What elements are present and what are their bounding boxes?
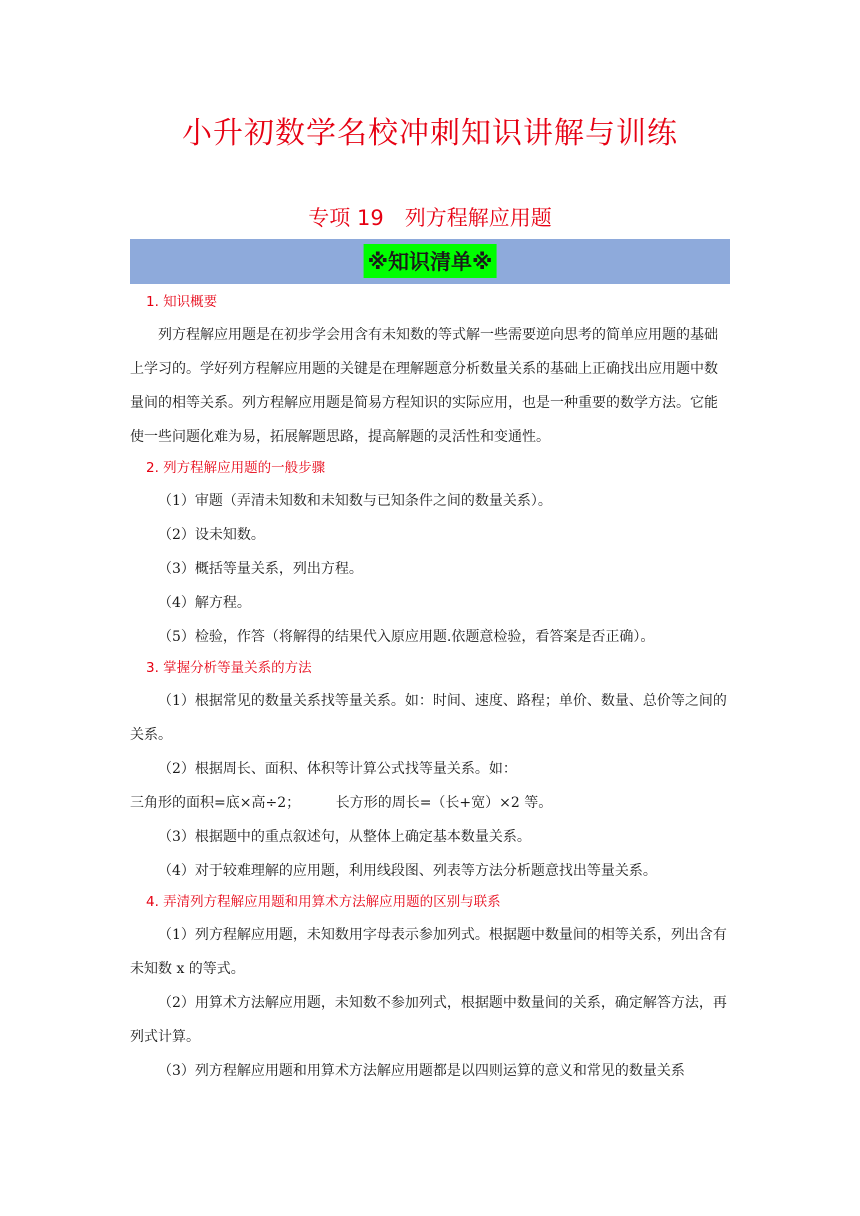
list-item: （1）根据常见的数量关系找等量关系。如：时间、速度、路程；单价、数量、总价等之间的关系。: [130, 693, 727, 743]
list-item: （4）对于较难理解的应用题，利用线段图、列表等方法分析题意找出等量关系。: [158, 863, 657, 879]
formula-line: 三角形的面积=底×高÷2； 长方形的周长=（长+宽）×2 等。: [130, 795, 553, 811]
banner-label: ※知识清单※: [364, 244, 497, 278]
list-item: （2）用算术方法解应用题，未知数不参加列式，根据题中数量间的关系，确定解答方法，再列式计算。: [130, 995, 727, 1045]
list-item: （1）审题（弄清未知数和未知数与已知条件之间的数量关系）。: [158, 493, 552, 509]
list-item: （1）列方程解应用题，未知数用字母表示参加列式。根据题中数量间的相等关系，列出含有未知数 x 的等式。: [130, 927, 727, 977]
section-subtitle: 专项 19 列方程解应用题: [308, 206, 552, 230]
list-item: （4）解方程。: [158, 595, 251, 611]
section-paragraph: 列方程解应用题是在初步学会用含有未知数的等式解一些需要逆向思考的简单应用题的基础上学习的。学好列方程解应用题的关键是在理解题意分析数量关系的基础上正确找出应用题中数量间的相等关系。列方程解应用题是简易方程知识的实际应用，也是一种重要的数学方法。它能使一些问题化难为易，拓展解题思路，提高解题的灵活性和变通性。: [130, 327, 718, 445]
list-item: （3）列方程解应用题和用算术方法解应用题都是以四则运算的意义和常见的数量关系: [158, 1063, 685, 1079]
knowledge-list-banner: [130, 239, 730, 284]
document-title: 小升初数学名校冲刺知识讲解与训练: [182, 116, 678, 151]
list-item: （5）检验，作答（将解得的结果代入原应用题.依题意检验，看答案是否正确）。: [158, 629, 655, 645]
section-heading: 2. 列方程解应用题的一般步骤: [146, 460, 326, 476]
list-item: （3）概括等量关系，列出方程。: [158, 561, 363, 577]
document-content: [130, 292, 730, 1088]
section-heading: 1. 知识概要: [146, 294, 218, 310]
section-heading: 4. 弄清列方程解应用题和用算术方法解应用题的区别与联系: [146, 894, 501, 910]
section-heading: 3. 掌握分析等量关系的方法: [146, 660, 312, 676]
list-item: （3）根据题中的重点叙述句，从整体上确定基本数量关系。: [158, 829, 531, 845]
list-item: （2）设未知数。: [158, 527, 265, 543]
list-item: （2）根据周长、面积、体积等计算公式找等量关系。如：: [158, 761, 517, 777]
